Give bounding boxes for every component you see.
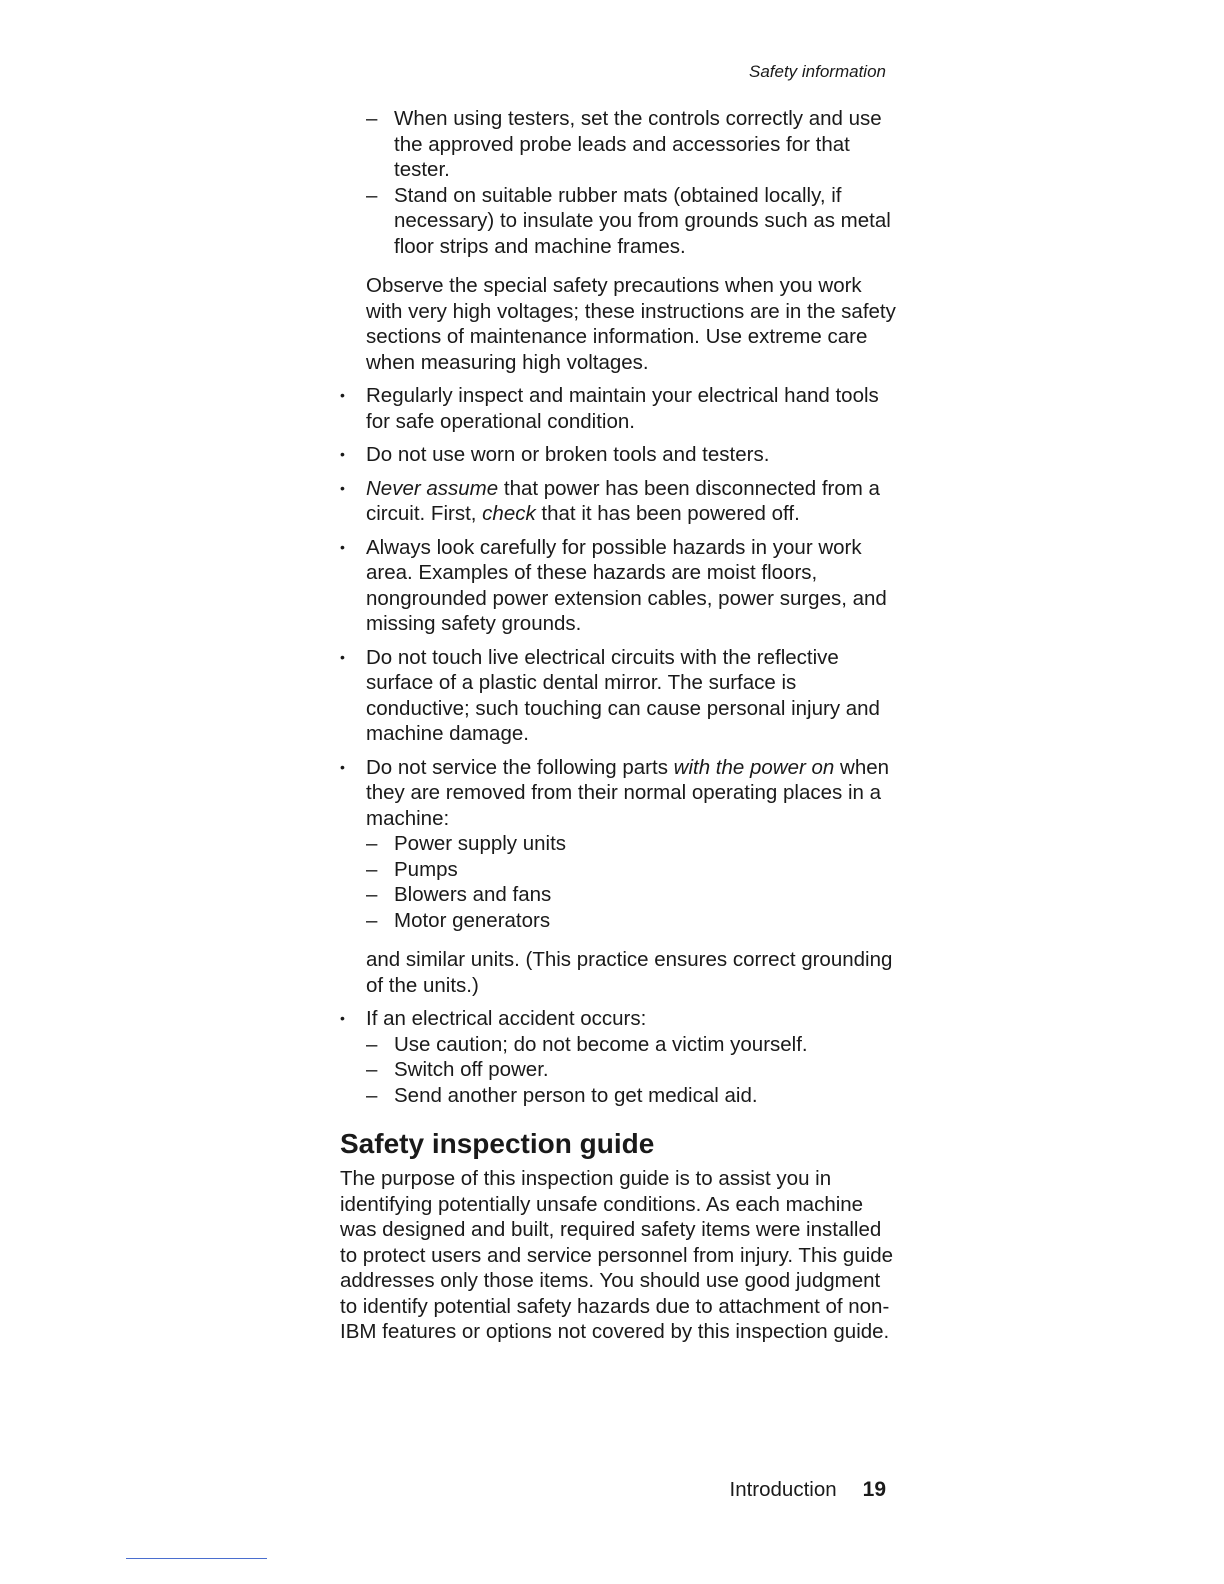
emphasis: check (482, 502, 536, 525)
chapter-name: Introduction (729, 1478, 837, 1501)
running-header: Safety information (748, 62, 886, 81)
emphasis: with the power on (673, 755, 835, 779)
bullet-item: • Do not service the following parts with the power on when they are removed from their normal operating places in a machine: – Power supply units – Pumps – Blowers and fans – Motor generators and similar units. (This practice ensures correct grounding of the units.) (340, 755, 900, 999)
list-item: – Power supply units (366, 831, 900, 857)
list-item: – Stand on suitable rubber mats (obtained locally, if necessary) to insulate you from grounds such as metal floor strips and machine frames. (366, 183, 900, 260)
bullet-item: • Do not touch live electrical circuits with the reflective surface of a plastic dental mirror. The surface is conductive; such touching can cause personal injury and machine damage. (340, 645, 900, 747)
list-item: – When using testers, set the controls correctly and use the approved probe leads and accessories for that tester. (366, 106, 900, 183)
section-paragraph: The purpose of this inspection guide is to assist you in identifying potentially unsafe conditions. As each machine was designed and built, required safety items were installed to protect users and service personnel from injury. This guide addresses only those items. You should use good judgment to identify potential safety hazards due to attachment of non-IBM features or options not covered by this inspection guide. (340, 1167, 894, 1343)
list-item: – Motor generators (366, 908, 900, 934)
list-item: – Send another person to get medical aid. (366, 1083, 900, 1109)
content-column (340, 106, 900, 1345)
bullet-item: • If an electrical accident occurs: – Use caution; do not become a victim yourself. – Switch off power. – Send another person to get medical aid. (340, 1006, 900, 1108)
page-number: 19 (862, 1478, 886, 1501)
section-heading: Safety inspection guide (340, 1128, 655, 1159)
bullet-item: • Always look carefully for possible hazards in your work area. Examples of these hazards are moist floors, nongrounded power extension cables, power surges, and missing safety grounds. (340, 535, 900, 637)
divider (126, 1558, 267, 1559)
page-footer (730, 1478, 886, 1502)
list-item: – Blowers and fans (366, 882, 900, 908)
continued-list (340, 106, 900, 375)
safety-bullet-list (340, 383, 900, 1108)
accident-steps-list (366, 1032, 900, 1109)
emphasis: Never assume (366, 476, 499, 500)
list-item: – Use caution; do not become a victim yourself. (366, 1032, 900, 1058)
bullet-item: • Do not use worn or broken tools and testers. (340, 442, 900, 468)
list-item: – Pumps (366, 857, 900, 883)
list-item: – Switch off power. (366, 1057, 900, 1083)
tester-precautions-list (366, 106, 900, 259)
grounding-note: and similar units. (This practice ensures correct grounding of the units.) (366, 948, 893, 997)
bullet-item: • Never assume that power has been disconnected from a circuit. First, check that it has been powered off. (340, 476, 900, 527)
parts-list (366, 831, 900, 933)
high-voltage-paragraph: Observe the special safety precautions when you work with very high voltages; these instructions are in the safety sections of maintenance information. Use extreme care when measuring high voltages. (366, 274, 896, 374)
bullet-item: • Regularly inspect and maintain your electrical hand tools for safe operational condition. (340, 383, 900, 434)
